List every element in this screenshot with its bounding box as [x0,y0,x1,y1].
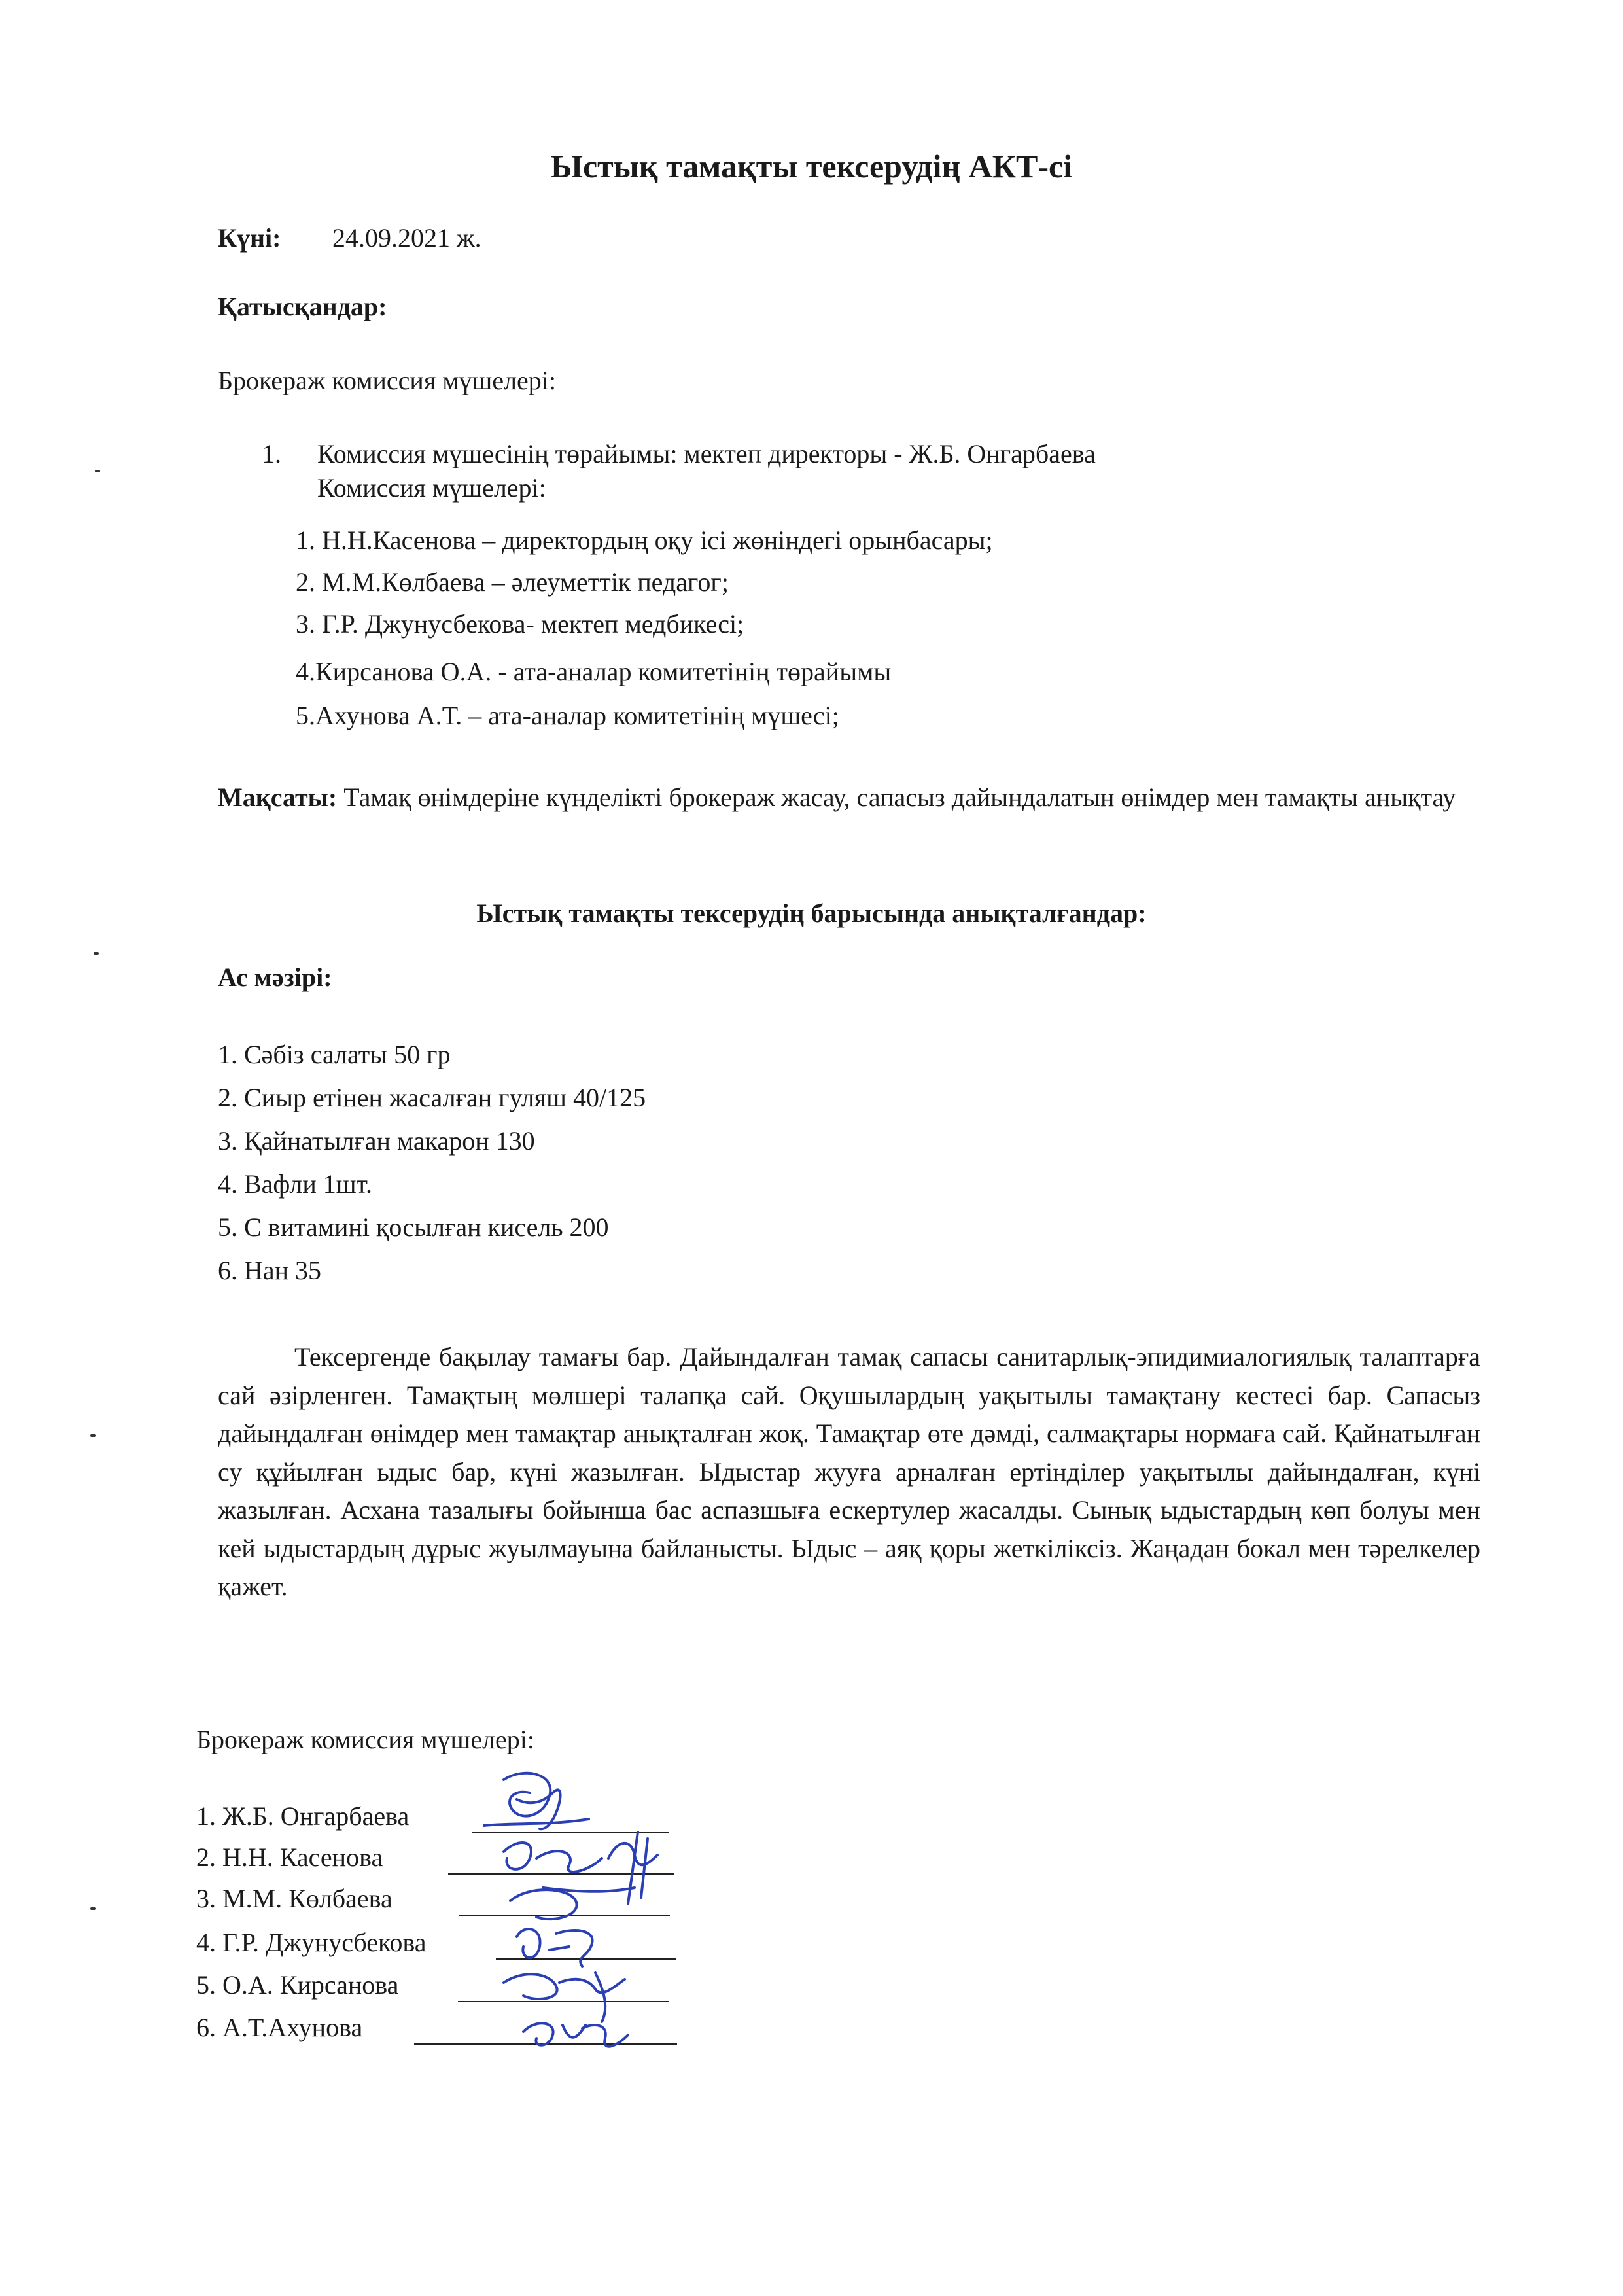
participants-label: Қатысқандар: [218,292,387,321]
commission-intro: Брокераж комиссия мүшелері: [218,366,557,395]
member-item: 3. Г.Р. Джунусбекова- мектеп медбикесі; [296,609,744,639]
menu-item: 4. Вафли 1шт. [218,1169,372,1199]
date-value: 24.09.2021 ж. [332,223,481,253]
menu-item: 5. С витамині қосылған кисель 200 [218,1212,609,1242]
member-item: 5.Ахунова А.Т. – ата-аналар комитетінің мүшесі; [296,701,839,730]
date-label: Күні: [218,223,281,253]
inspection-paragraph: Тексергенде бақылау тамағы бар. Дайындалған тамақ сапасы санитарлық-эпидимиалогиялық талаптарға сай әзірленген. Тамақтың мөлшері талапқа сай. Оқушылардың уақытылы тамақтану кестесі бар. Сапасыз дайындалған өнімдер мен тамақтар анықталған жоқ. Тамақтар өте дәмді, салмақтары нормаға сай. Қайнатылған су құйылған ыдыс бар, күні жазылған. Ыдыстар жууға арналған ертінділер уақытылы дайындалған, күні жазылған. Асхана тазалығы бойынша бас аспазшыға ескертулер жасалды. Сынық ыдыстардың көп болуы мен кей ыдыстардың дұрыс жуылмауына байланысты. Ыдыс – аяқ қоры жеткіліксіз. Жаңадан бокал мен тәрелкелер қажет. [218,1342,1480,1601]
menu-item: 2. Сиыр етінен жасалған гуляш 40/125 [218,1083,646,1112]
findings-heading: Ыстық тамақты тексерудің барысында анықталғандар: [476,898,1147,928]
scan-mark [94,952,99,955]
document-title: Ыстық тамақты тексерудің АКТ-сі [550,148,1073,185]
signature-name: 6. А.Т.Ахунова [196,2013,363,2042]
scan-mark [90,1434,96,1437]
signatures-intro: Брокераж комиссия мүшелері: [196,1725,535,1754]
signature-name: 2. Н.Н. Касенова [196,1843,383,1872]
purpose-label: Мақсаты: [218,783,338,812]
member-item: 2. М.М.Көлбаева – әлеуметтік педагог; [296,567,729,597]
signature-name: 4. Г.Р. Джунусбекова [196,1928,427,1957]
scan-mark [95,470,100,472]
menu-item: 1. Сәбіз салаты 50 гр [218,1040,451,1069]
member-item: 1. Н.Н.Касенова – директордың оқу ісі жөніндегі орынбасары; [296,525,993,555]
signature-name: 5. О.А. Кирсанова [196,1970,399,2000]
members-label: Комиссия мүшелері: [317,473,546,503]
commission-chair: Комиссия мүшесінің төрайымы: мектеп директоры - Ж.Б. Онгарбаева [317,439,1096,468]
menu-item: 6. Нан 35 [218,1256,322,1285]
purpose-text: Тамақ өнімдеріне күнделікті брокераж жасау, сапасыз дайындалатын өнімдер мен тамақты анықтау [337,783,1456,812]
menu-item: 3. Қайнатылған макарон 130 [218,1126,535,1156]
signature-name: 1. Ж.Б. Онгарбаева [196,1801,410,1831]
handwritten-signatures [478,1760,693,2068]
signature-name: 3. М.М. Көлбаева [196,1884,393,1913]
member-item: 4.Кирсанова О.А. - ата-аналар комитетінің төрайымы [296,657,892,686]
menu-title: Ас мәзірі: [218,963,332,992]
scan-mark [90,1907,96,1910]
chair-number: 1. [262,439,281,468]
purpose-paragraph [218,779,1480,817]
